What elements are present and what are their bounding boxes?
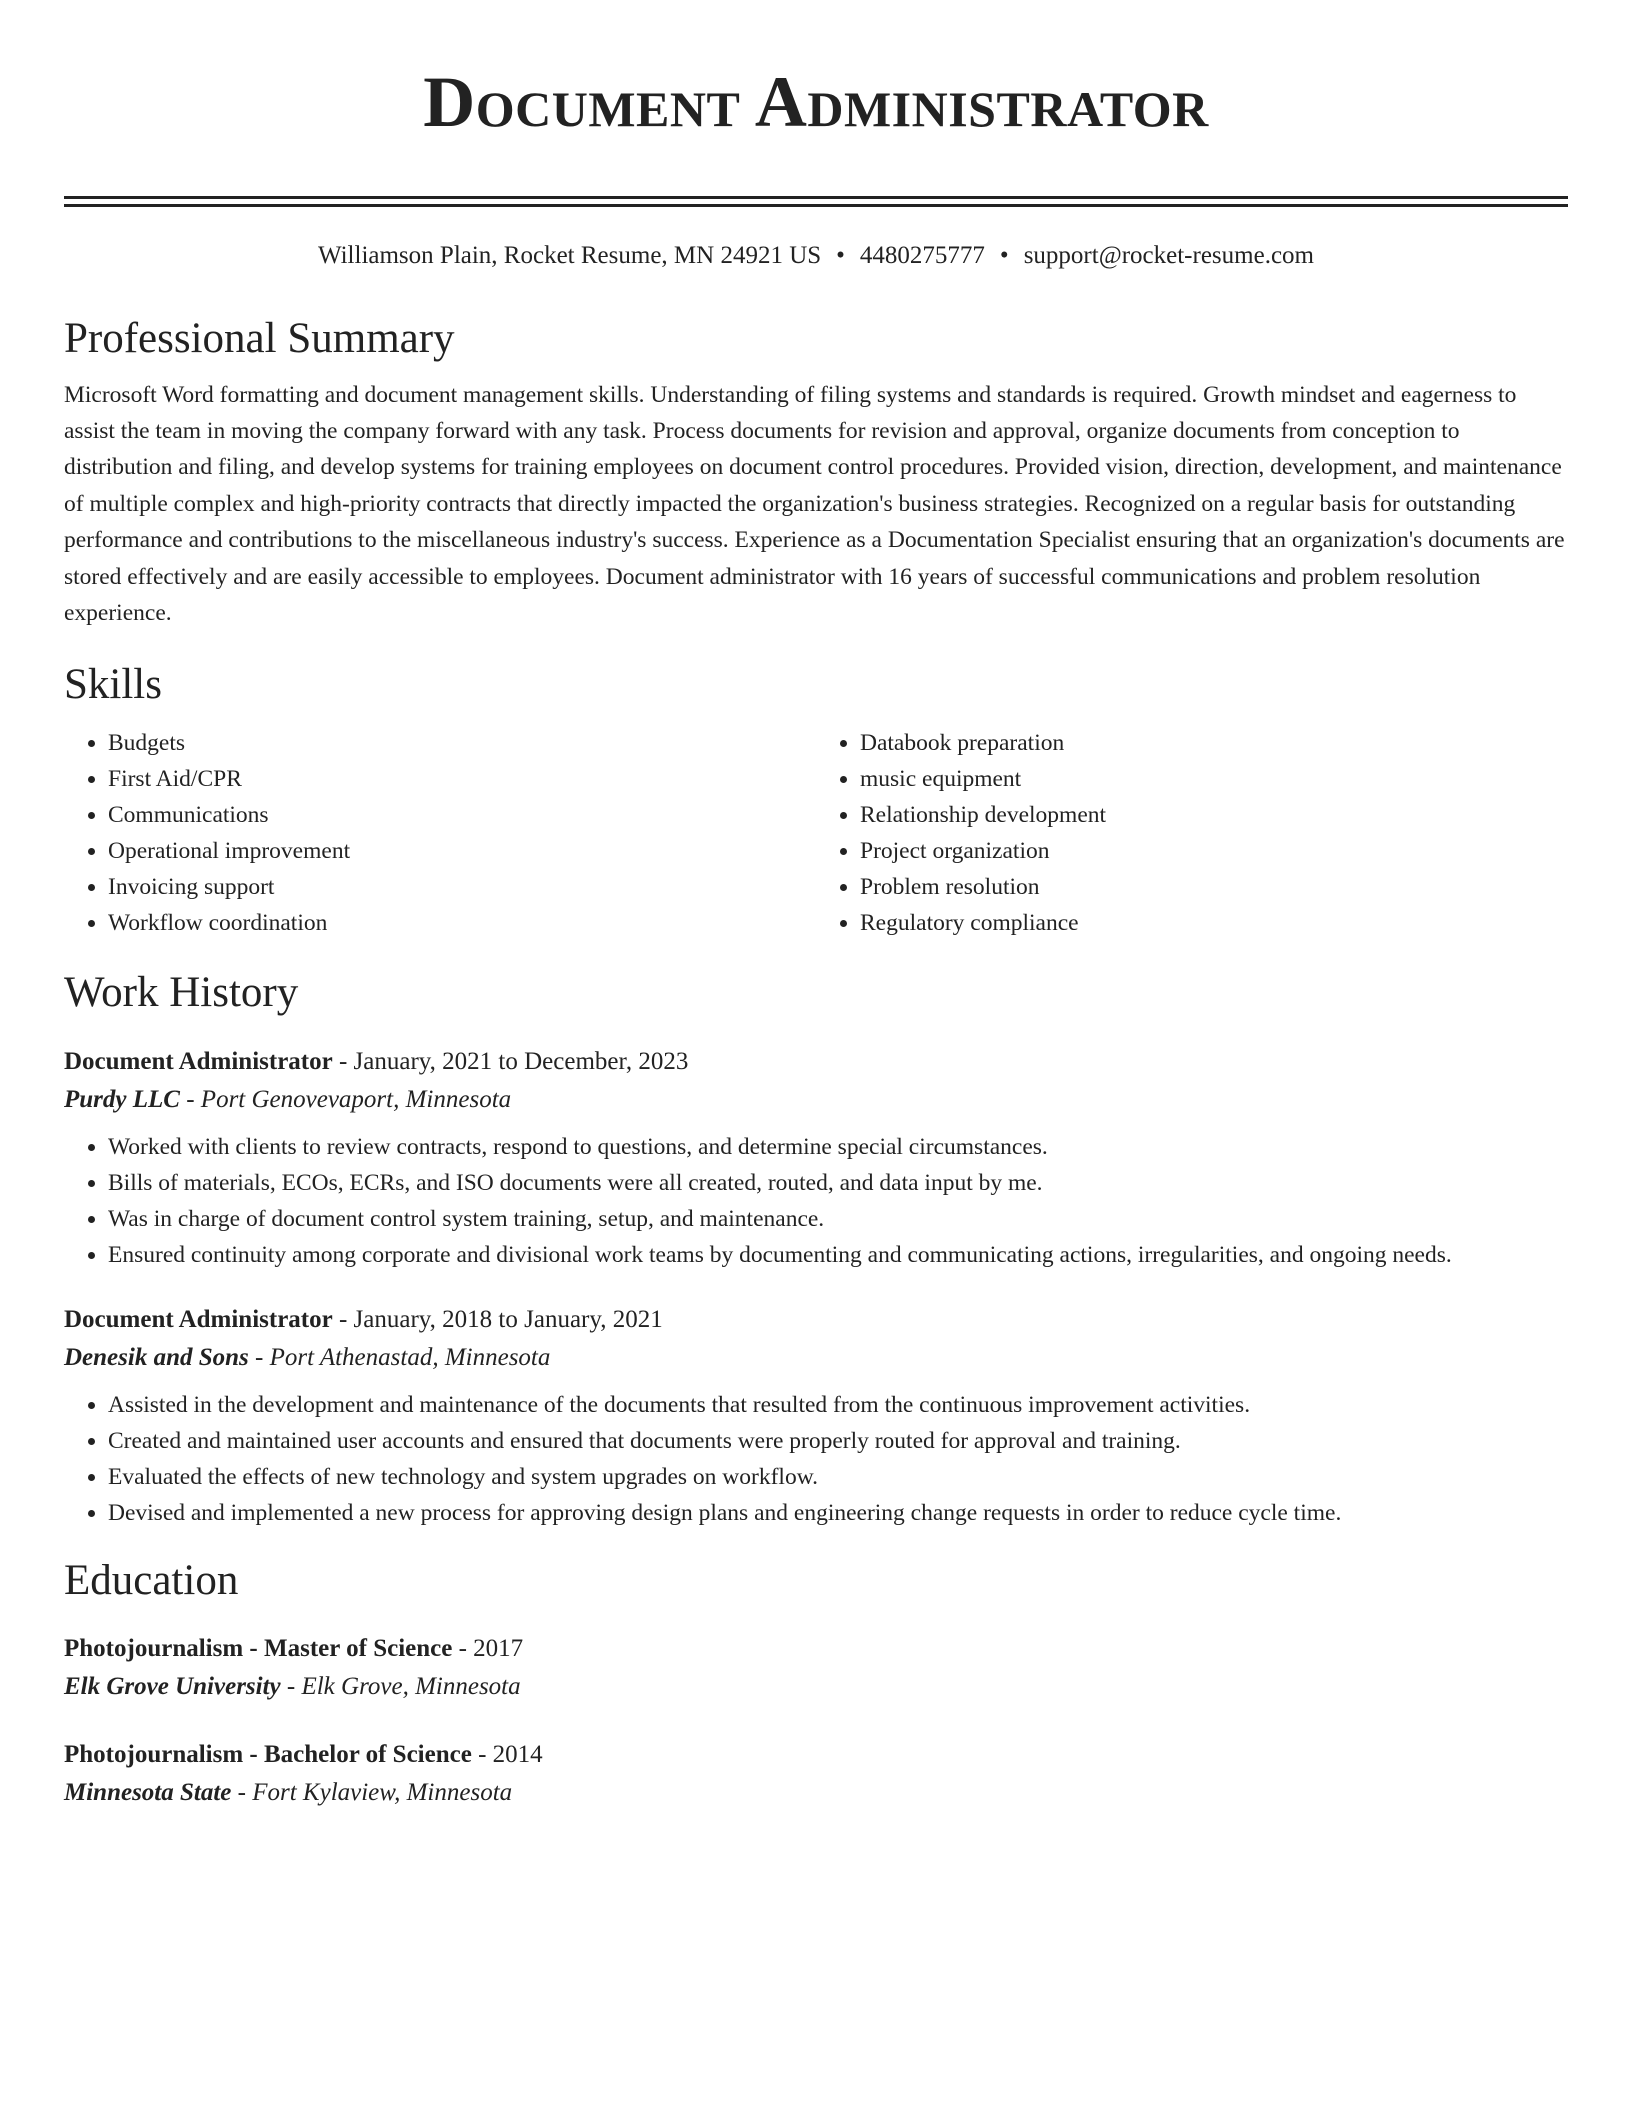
skills-column-left [64,725,816,941]
job-bullet: • Devised and implemented a new process for approving design plans and engineering change requests in order to reduce cycle time. [108,1495,1568,1531]
job-company-line [64,1081,1568,1119]
job-bullet: • Worked with clients to review contracts, respond to questions, and determine special circumstances. [108,1129,1568,1165]
header-divider [64,196,1568,207]
education-degree: Photojournalism - Master of Science [64,1635,453,1663]
summary-text: Microsoft Word formatting and document management skills. Understanding of filing systems and standards is required. Growth mindset and eagerness to assist the team in moving the company forward with any task. Process documents for revision and approval, organize documents from conception to distribution and filing, and develop systems for training employees on document control procedures. Provided vision, direction, development, and maintenance of multiple complex and high-priority contracts that directly impacted the organization's business strategies. Recognized on a regular basis for outstanding performance and contributions to the miscellaneous industry's success. Experience as a Documentation Specialist ensuring that an organization's documents are stored effectively and are easily accessible to employees. Document administrator with 16 years of successful communications and problem resolution experience. [64,381,1565,627]
job-bullets [64,1129,1568,1273]
education-entry [64,1736,1568,1812]
job-company: Purdy LLC [64,1085,180,1113]
job-role: Document Administrator [64,1047,333,1075]
education-location: - Elk Grove, Minnesota [280,1673,521,1701]
contact-email: support@rocket-resume.com [1023,242,1314,269]
skill-item: • Communications [108,797,816,833]
education-school-line [64,1668,1568,1706]
job-entry [64,1301,1568,1531]
contact-line [64,241,1568,271]
contact-separator: • [836,242,845,269]
skill-item: • Databook preparation [860,725,1568,761]
education-school: Elk Grove University [64,1673,281,1701]
contact-address: Williamson Plain, Rocket Resume, MN 24921 US [318,242,822,269]
education-year: - 2017 [452,1635,524,1663]
contact-separator: • [999,242,1009,269]
education-entry [64,1630,1568,1706]
job-bullets [64,1387,1568,1531]
skill-item: • Relationship development [860,797,1568,833]
job-dates: - January, 2018 to January, 2021 [332,1305,663,1333]
education-school-line [64,1774,1568,1812]
job-company: Denesik and Sons [64,1343,249,1371]
education-degree-line [64,1630,1568,1668]
skill-item: • Invoicing support [108,869,816,905]
skill-item: • Budgets [108,725,816,761]
skill-item: • First Aid/CPR [108,761,816,797]
contact-phone: 4480275777 [859,242,985,269]
skill-item: • Operational improvement [108,833,816,869]
job-bullet: • Evaluated the effects of new technology and system upgrades on workflow. [108,1459,1568,1495]
job-role: Document Administrator [64,1305,333,1333]
job-role-line [64,1043,1568,1081]
skills-list [64,725,1568,941]
work-history-heading: Work History [64,969,299,1017]
job-role-line [64,1301,1568,1339]
job-location: - Port Athenastad, Minnesota [248,1343,551,1371]
skills-column-right [816,725,1568,941]
skill-item: • Workflow coordination [108,905,816,941]
education-year: - 2014 [471,1741,543,1769]
education-location: - Fort Kylaview, Minnesota [231,1779,513,1807]
skill-item: • Problem resolution [860,869,1568,905]
summary-heading: Professional Summary [64,315,455,362]
page-title: Document Administrator [423,62,1209,142]
skills-heading: Skills [64,661,162,709]
skill-item: • music equipment [860,761,1568,797]
education-school: Minnesota State [64,1779,232,1807]
job-bullet: • Bills of materials, ECOs, ECRs, and ISO documents were all created, routed, and data input by me. [108,1165,1568,1201]
education-degree-line [64,1736,1568,1774]
job-bullet: • Assisted in the development and maintenance of the documents that resulted from the continuous improvement activities. [108,1387,1568,1423]
job-company-line [64,1339,1568,1377]
education-degree: Photojournalism - Bachelor of Science [64,1741,472,1769]
job-entry [64,1043,1568,1273]
skill-item: • Project organization [860,833,1568,869]
job-bullet: • Created and maintained user accounts and ensured that documents were properly routed for approval and training. [108,1423,1568,1459]
job-location: - Port Genovevaport, Minnesota [179,1085,512,1113]
skill-item: • Regulatory compliance [860,905,1568,941]
job-bullet: • Ensured continuity among corporate and divisional work teams by documenting and communicating actions, irregularities, and ongoing needs. [108,1237,1568,1273]
job-bullet: • Was in charge of document control system training, setup, and maintenance. [108,1201,1568,1237]
education-heading: Education [64,1556,239,1604]
job-dates: - January, 2021 to December, 2023 [332,1047,689,1075]
